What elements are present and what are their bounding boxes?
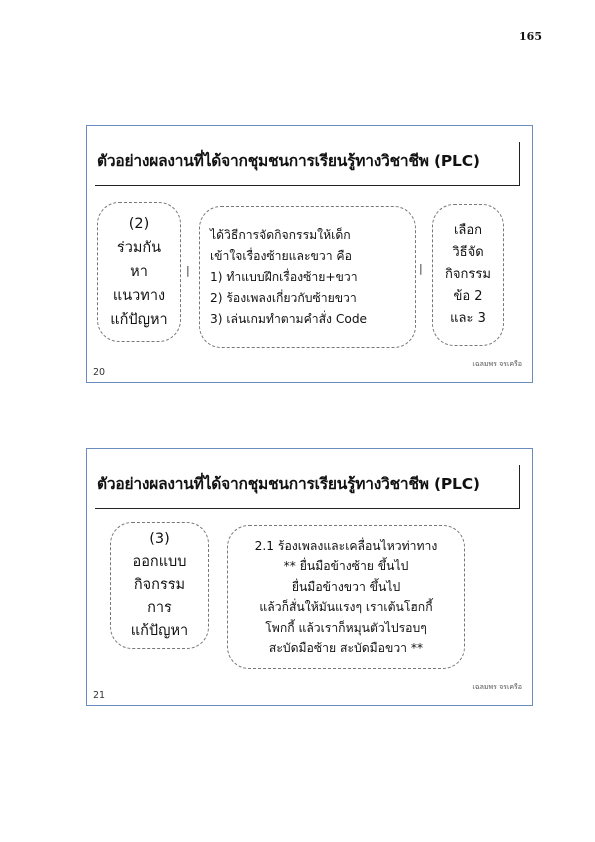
slide-title: ตัวอย่างผลงานที่ได้จากชุมชนการเรียนรู้ทางวิชาชีพ (PLC) <box>97 475 480 493</box>
step-line: การ <box>147 600 172 616</box>
activity-line: เข้าใจเรื่องซ้ายและขวา คือ <box>210 248 352 263</box>
choice-box <box>432 204 504 346</box>
step-line: (3) <box>149 531 170 547</box>
step-line: แก้ปัญหา <box>110 312 168 328</box>
connector-mark: | <box>419 262 423 275</box>
choice-line: และ 3 <box>450 311 486 326</box>
page-number: 165 <box>519 30 542 43</box>
slide-number: 21 <box>93 690 106 701</box>
step-line: ร่วมกัน <box>116 240 162 256</box>
activity-line: ได้วิธีการจัดกิจกรรมให้เด็ก <box>210 227 351 242</box>
step-line: แนวทาง <box>112 288 166 304</box>
choice-line: วิธีจัด <box>452 245 484 260</box>
title-underline <box>95 508 520 509</box>
song-box <box>227 525 465 669</box>
title-underline <box>95 185 520 186</box>
activity-line: 1) ทำแบบฝึกเรื่องซ้าย+ขวา <box>210 269 358 284</box>
step-line: หา <box>130 264 148 280</box>
song-line: 2.1 ร้องเพลงและเคลื่อนไหวท่าทาง <box>254 538 438 553</box>
choice-line: กิจกรรม <box>445 267 491 282</box>
slide-author: เฉลมพร จรเครือ <box>472 683 522 691</box>
step-box <box>110 522 209 649</box>
step-line: (2) <box>128 216 150 232</box>
step-line: กิจกรรม <box>133 577 186 593</box>
song-line: สะบัดมือซ้าย สะบัดมือขวา ** <box>268 641 424 655</box>
slide-21 <box>86 448 533 706</box>
step-line: ออกแบบ <box>132 554 187 570</box>
activity-line: 2) ร้องเพลงเกี่ยวกับซ้ายขวา <box>210 290 357 305</box>
slide-20 <box>86 125 533 383</box>
step-line: แก้ปัญหา <box>130 623 189 639</box>
slide-number: 20 <box>93 367 106 378</box>
song-line: แล้วก็สั่นให้มันแรงๆ เราเต้นโฮกกี้ <box>259 600 433 614</box>
step-box <box>97 202 181 342</box>
song-line: ** ยื่นมือข้างซ้าย ขึ้นไป <box>283 559 409 573</box>
slide-author: เฉลมพร จรเครือ <box>472 360 522 368</box>
song-line: ยื่นมือข้างขวา ขึ้นไป <box>291 579 401 594</box>
title-rule-vertical <box>519 465 520 509</box>
slide-title: ตัวอย่างผลงานที่ได้จากชุมชนการเรียนรู้ทางวิชาชีพ (PLC) <box>97 152 480 170</box>
choice-line: เลือก <box>453 223 483 238</box>
title-rule-vertical <box>519 142 520 186</box>
connector-mark: | <box>186 264 190 277</box>
choice-line: ข้อ 2 <box>453 289 483 304</box>
activity-line: 3) เล่นเกมทำตามคำสั่ง Code <box>210 311 368 326</box>
song-line: โพกกี้ แล้วเราก็หมุนตัวไปรอบๆ <box>265 620 427 635</box>
activity-box <box>199 206 416 348</box>
